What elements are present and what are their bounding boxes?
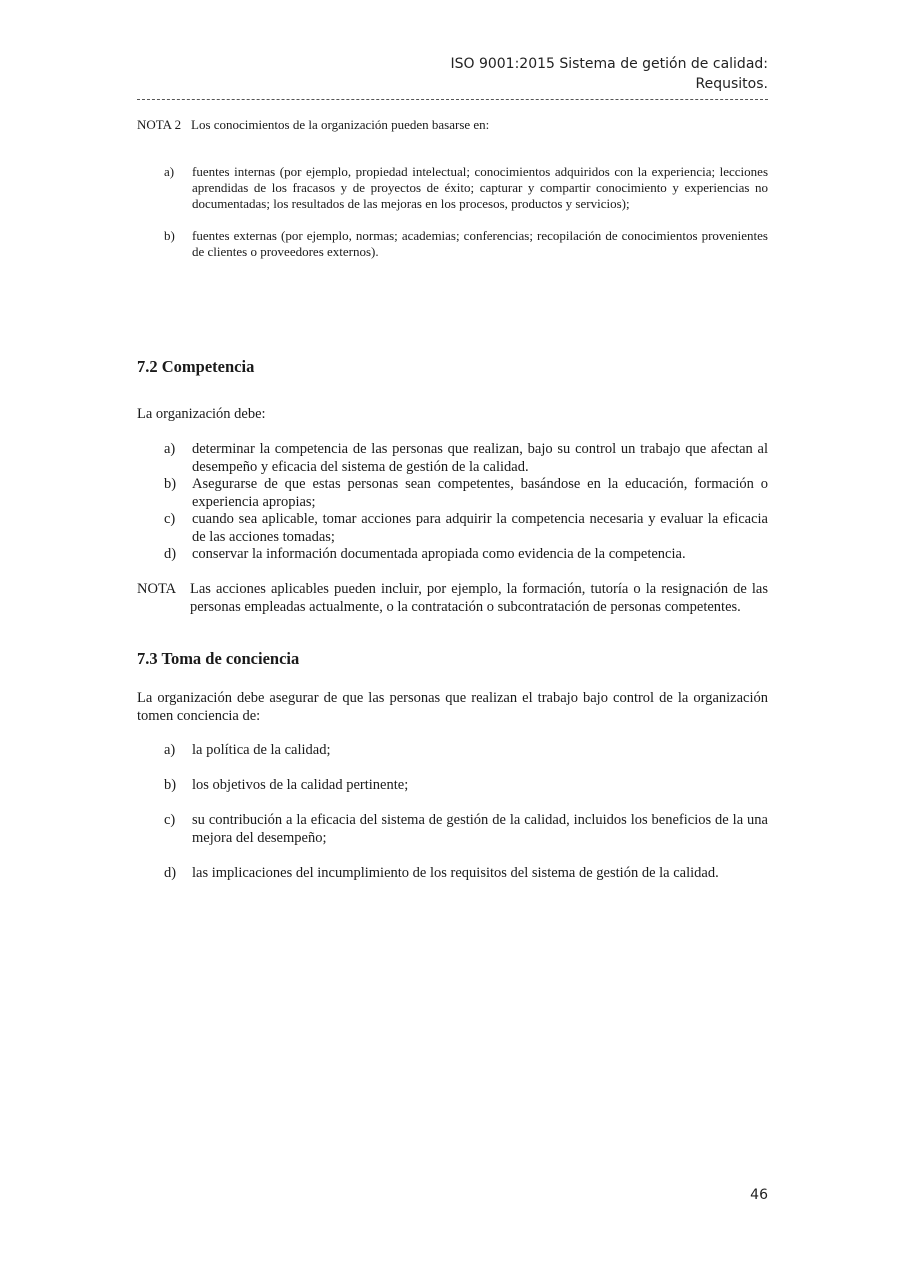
section-7-2-intro: La organización debe: [137, 406, 266, 422]
note-tag: NOTA [137, 581, 177, 597]
list-marker: b) [164, 476, 177, 492]
list-item [137, 228, 768, 260]
running-header [268, 54, 768, 94]
note-2 [137, 117, 768, 133]
list-marker: b) [164, 777, 177, 793]
list-marker: c) [164, 812, 176, 828]
list-marker: a) [164, 441, 176, 457]
section-7-3-item-c [137, 812, 768, 847]
list-item-text: Asegurarse de que estas personas sean competentes, basándose en la educación, formación o experiencia apropias; [192, 476, 768, 510]
list-item [137, 865, 768, 883]
list-marker: c) [164, 511, 176, 527]
note-2-list [137, 164, 768, 212]
note-2-list [137, 228, 768, 260]
note-2-tag: NOTA 2 [137, 117, 182, 132]
list-item-text: su contribución a la eficacia del sistema de gestión de la calidad, incluidos los beneficios de la una mejora del desempeño; [192, 812, 768, 846]
page-number: 46 [750, 1187, 768, 1203]
section-7-3-item-a [137, 742, 768, 760]
list-item-text: la política de la calidad; [192, 742, 331, 758]
list-marker: d) [164, 865, 177, 881]
list-item-text: los objetivos de la calidad pertinente; [192, 777, 409, 793]
section-7-3-intro: La organización debe asegurar de que las personas que realizan el trabajo bajo control de la organización tomen conciencia de: [137, 690, 768, 724]
list-item-text: cuando sea aplicable, tomar acciones para adquirir la competencia necesaria y evaluar la eficacia de las acciones tomadas; [192, 511, 768, 545]
header-line-1: ISO 9001:2015 Sistema de getión de calidad: [450, 56, 768, 72]
list-item [137, 441, 768, 476]
section-heading-7-3: 7.3 Toma de conciencia [137, 649, 300, 668]
list-item-text: conservar la información documentada apropiada como evidencia de la competencia. [192, 546, 686, 562]
list-item-text: fuentes externas (por ejemplo, normas; academias; conferencias; recopilación de conocimientos provenientes de clientes o proveedores externos). [192, 228, 768, 259]
note-2-text: Los conocimientos de la organización pueden basarse en: [191, 117, 490, 132]
list-marker: a) [164, 742, 176, 758]
section-7-3-item-b [137, 777, 768, 795]
header-line-2: Requsitos. [695, 76, 768, 92]
section-7-2-note [137, 581, 768, 616]
list-item [137, 742, 768, 760]
note-text: Las acciones aplicables pueden incluir, por ejemplo, la formación, tutoría o la resignación de las personas empleadas actualmente, o la contratación o subcontratación de personas competentes. [190, 581, 768, 615]
list-item [137, 511, 768, 546]
list-item [137, 164, 768, 212]
list-marker: d) [164, 546, 177, 562]
section-7-2-list [137, 441, 768, 564]
list-item-text: determinar la competencia de las personas que realizan, bajo su control un trabajo que afectan al desempeño y eficacia del sistema de gestión de la calidad. [192, 441, 768, 475]
header-divider [137, 99, 768, 100]
list-item [137, 476, 768, 511]
list-marker: b) [164, 228, 175, 243]
list-marker: a) [164, 164, 175, 179]
list-item [137, 812, 768, 847]
list-item-text: fuentes internas (por ejemplo, propiedad intelectual; conocimientos adquiridos con la experiencia; lecciones aprendidas de los fracasos y de proyectos de éxito; capturar y compartir conocimiento y experiencias no documentadas; los resultados de las mejoras en los procesos, productos y servicios); [192, 164, 768, 211]
section-7-3-item-d [137, 865, 768, 883]
list-item [137, 546, 768, 564]
section-heading-7-2: 7.2 Competencia [137, 357, 255, 376]
list-item [137, 777, 768, 795]
list-item-text: las implicaciones del incumplimiento de los requisitos del sistema de gestión de la calidad. [192, 865, 719, 881]
